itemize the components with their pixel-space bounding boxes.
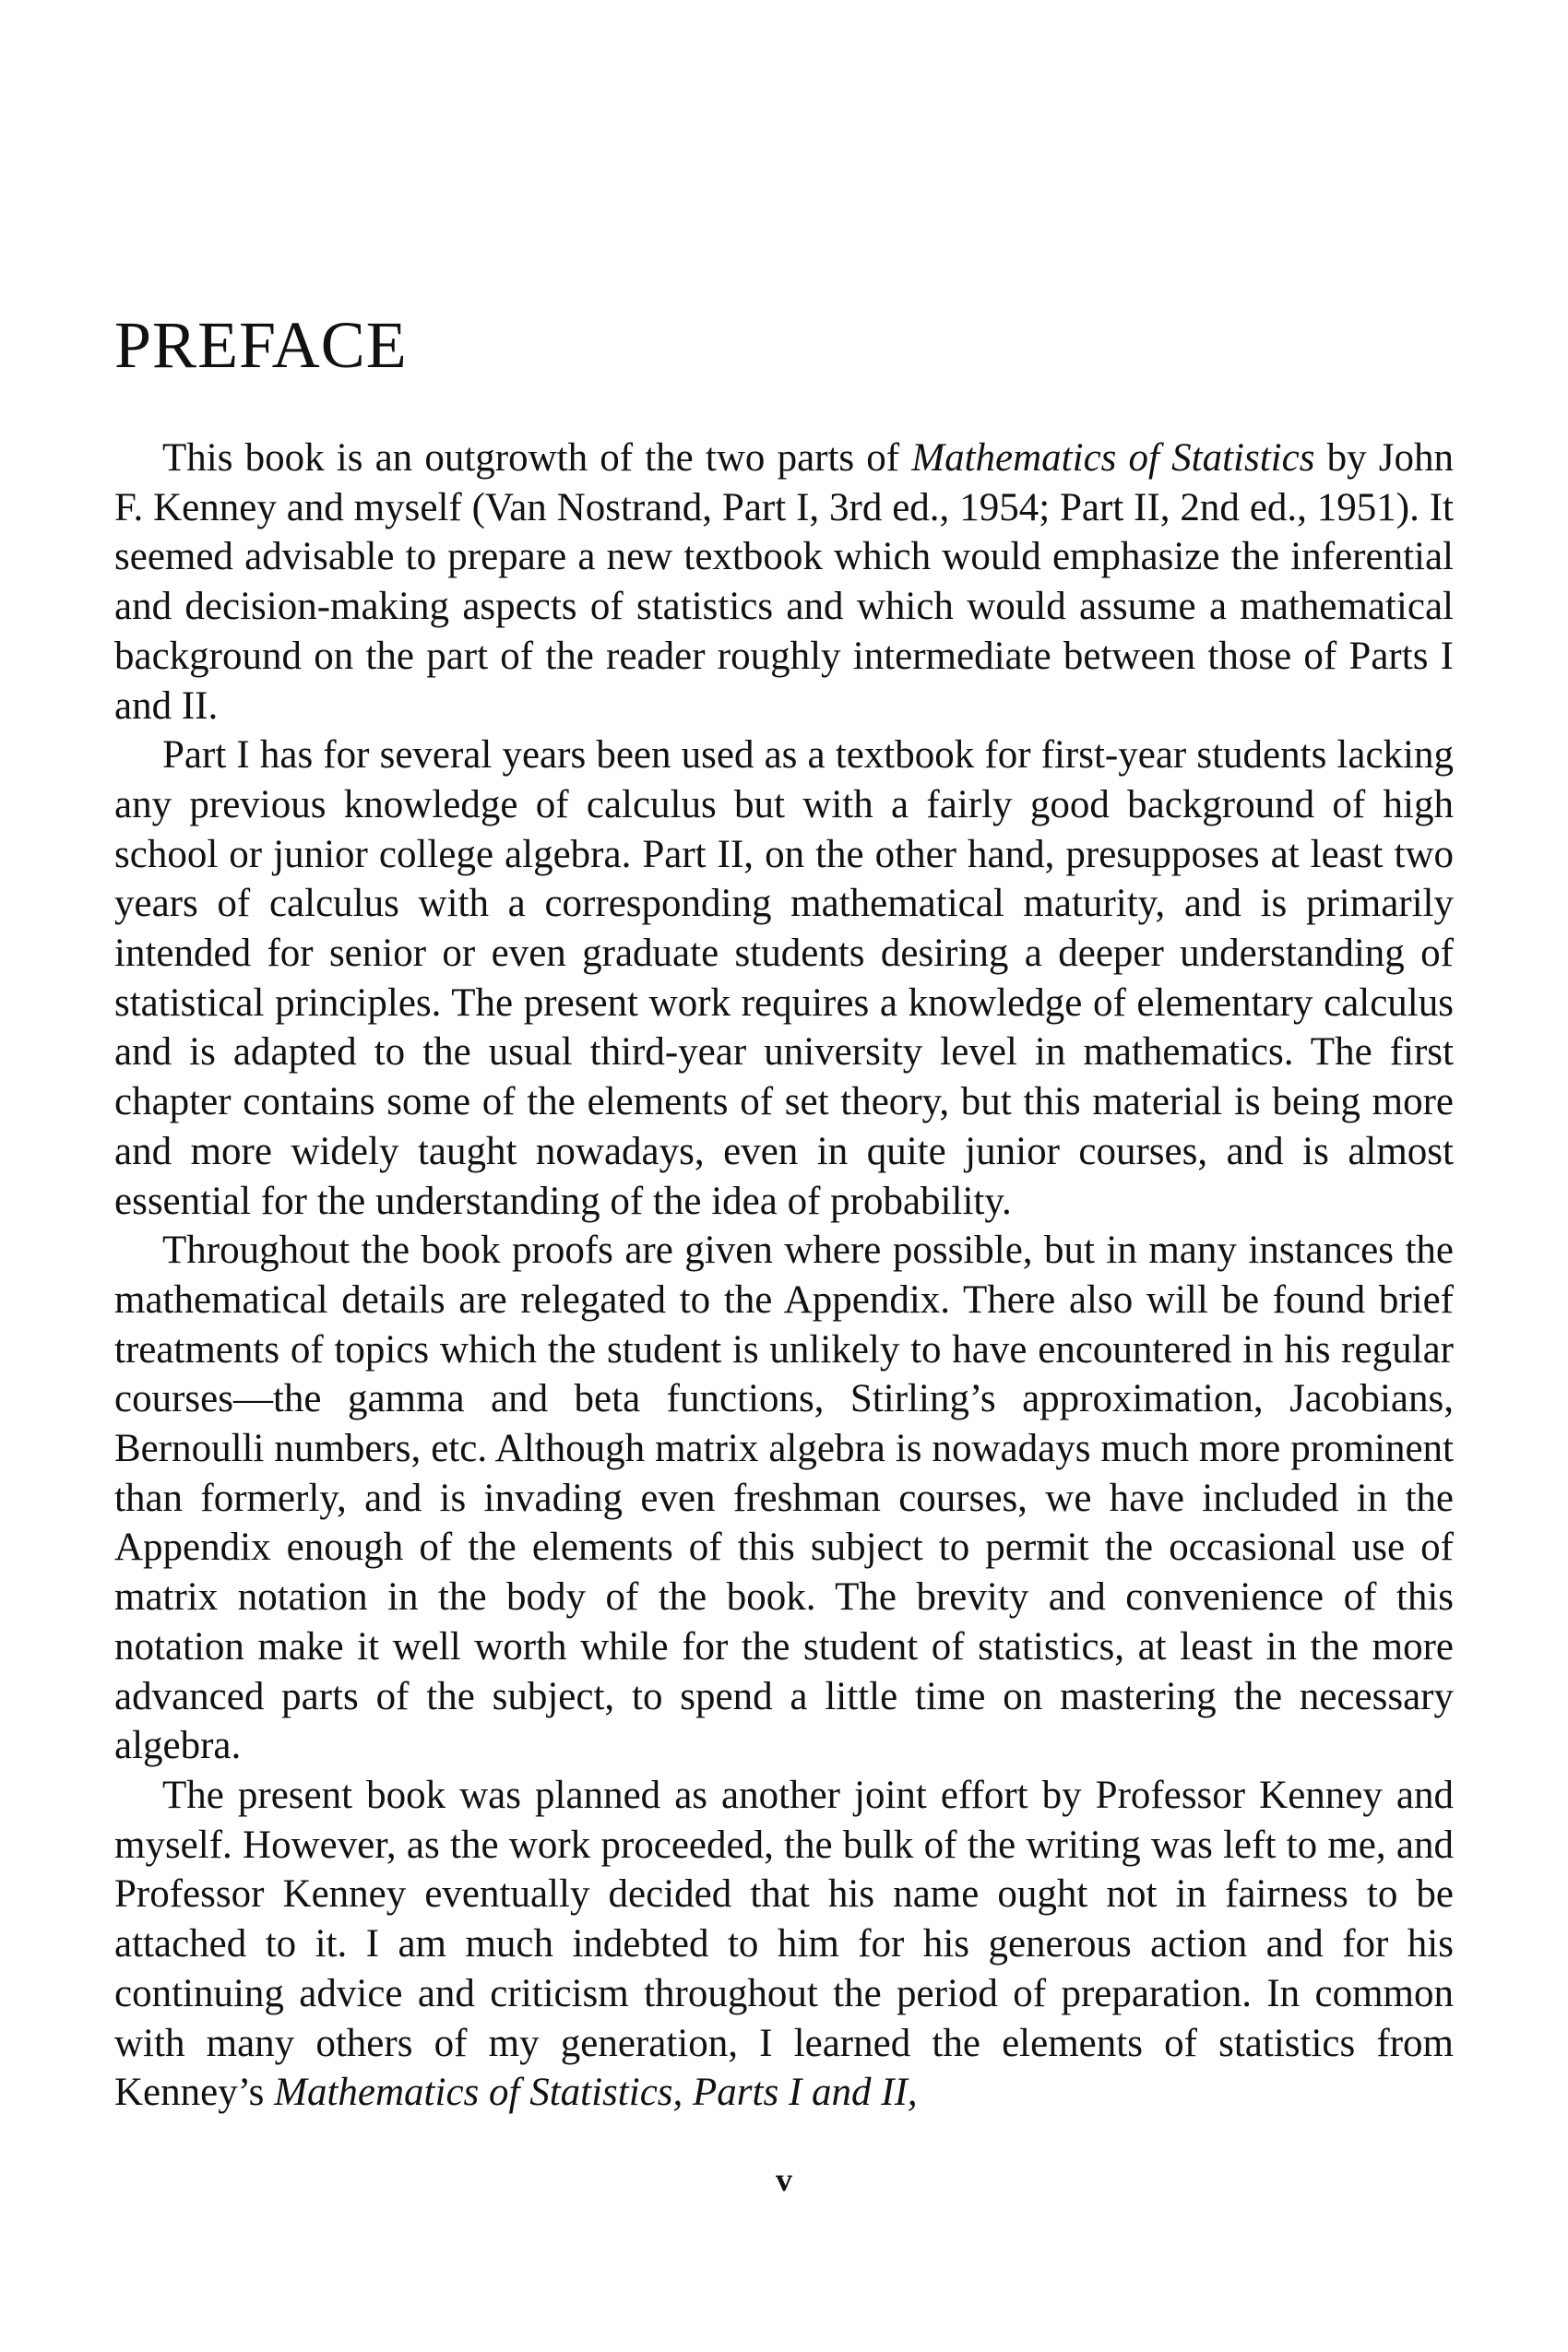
paragraph-3 [114,1226,1454,1771]
paragraph-2 [114,731,1454,1226]
book-title-italic-2: Mathematics of Statistics, Parts I and II, [274,2071,918,2115]
page-number: v [776,2161,792,2198]
preface-body [114,434,1454,2118]
paragraph-4 [114,1771,1454,2118]
paragraph-2-text: Part I has for several years been used as a textbook for first-year students lacking any previous knowledge of calculus but with a fairly good background of high school or junior college algebra. Part II, on the other hand, presupposes at least two years of calculus with a corresponding mathematical maturity, and is primarily intended for senior or even graduate students desiring a deeper understanding of statistical principles. The present work requires a knowledge of elementary calculus and is adapted to the usual third-year university level in mathematics. The first chapter contains some of the elements of set theory, but this material is being more and more widely taught nowadays, even in quite junior courses, and is almost essential for the understanding of the idea of probability. [114,733,1454,1223]
page-title: PREFACE [114,308,408,382]
paragraph-1 [114,434,1454,731]
paragraph-1-text-a: This book is an outgrowth of the two parts of [162,436,912,480]
book-title-italic: Mathematics of Statistics [911,436,1315,480]
paragraph-4-text: The present book was planned as another joint effort by Professor Kenney and myself. However, as the work proceeded, the bulk of the writing was left to me, and Professor Kenney eventually decided that his name ought not in fairness to be attached to it. I am much indebted to him for his generous action and for his continuing advice and criticism throughout the period of preparation. In common with many others of my generation, I learned the elements of statistics from Kenney’s [114,1773,1454,2115]
paragraph-3-text: Throughout the book proofs are given where possible, but in many instances the mathematical details are relegated to the Appendix. There also will be found brief treatments of topics which the student is unlikely to have encountered in his regular courses—the gamma and beta functions, Stirling’s approximation, Jacobians, Bernoulli numbers, etc. Although matrix algebra is nowadays much more prominent than formerly, and is invading even freshman courses, we have included in the Appendix enough of the elements of this subject to permit the occasional use of matrix notation in the body of the book. The brevity and convenience of this notation make it well worth while for the student of statistics, at least in the more advanced parts of the subject, to spend a little time on mastering the necessary algebra. [114,1229,1454,1768]
paragraph-1-text-b: by John F. Kenney and myself (Van Nostrand, Part I, 3rd ed., 1954; Part II, 2nd ed., 1951). It seemed advisable to prepare a new textbook which would emphasize the inferential and decision-making aspects of statistics and which would assume a mathematical background on the part of the reader roughly intermediate between those of Parts I and II. [114,436,1454,728]
